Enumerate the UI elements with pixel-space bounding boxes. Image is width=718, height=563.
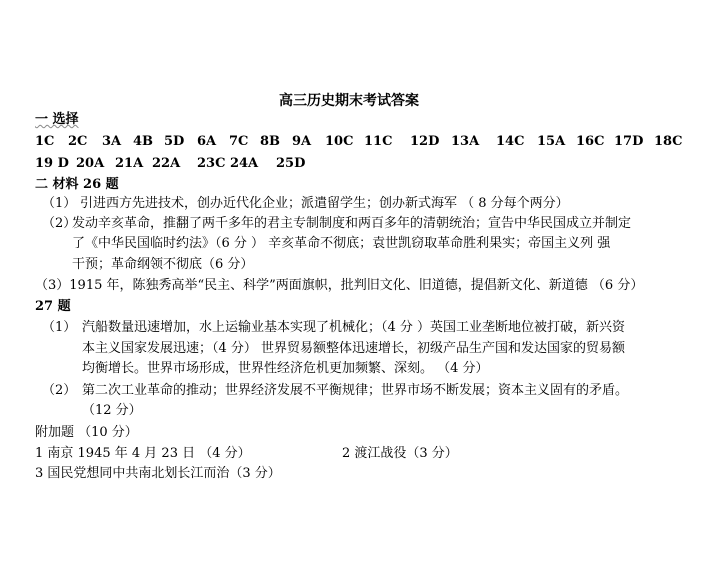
answer-item: 8B	[260, 134, 281, 149]
q26-part2-line1: 发动辛亥革命，推翻了两千多年的君主专制制度和两百多年的清朝统治；宣告中华民国成立并制定	[72, 216, 632, 231]
q27-part2-line2: （12 分）	[82, 403, 142, 418]
answer-item: 16C	[576, 134, 605, 149]
answer-item: 1C	[35, 134, 55, 149]
answer-item: 23C 24A	[197, 156, 259, 171]
answer-item: 10C	[325, 134, 354, 149]
q26-part1-text: 引进西方先进技术，创办近代化企业；派遣留学生；创办新式海军 （ 8 分每个两分）	[80, 196, 569, 211]
answer-row-2	[0, 156, 718, 172]
answer-item: 20A	[76, 156, 105, 171]
answer-item: 4B	[133, 134, 154, 149]
answer-item: 25D	[276, 156, 306, 171]
answer-item: 3A	[102, 134, 122, 149]
answer-item: 7C	[229, 134, 249, 149]
answer-item: 19 D	[35, 156, 69, 171]
answer-item: 21A	[115, 156, 144, 171]
answer-item: 2C	[68, 134, 88, 149]
section-choice-heading	[35, 112, 79, 128]
document-title: 高三历史期末考试答案	[279, 93, 419, 109]
answer-item: 6A	[197, 134, 217, 149]
section-choice-label: 一 选择	[35, 112, 79, 127]
answer-item: 5D	[164, 134, 185, 149]
q27-part1-number: （1）	[42, 320, 77, 335]
q27-part2-number: （2）	[42, 383, 77, 398]
q27-part1-line1: 汽船数量迅速增加，水上运输业基本实现了机械化；（4 分 ）英国工业垄断地位被打破，新兴资	[82, 320, 626, 335]
bonus-answer-2: 2 渡江战役（3 分）	[342, 446, 458, 461]
q26-part2-number: （2）	[42, 216, 77, 231]
q27-part1-line2: 本主义国家发展迅速；（4 分） 世界贸易额整体迅速增长，初级产品生产国和发达国家的贸易额	[82, 341, 626, 356]
answer-item: 17D	[614, 134, 644, 149]
answer-item: 22A	[152, 156, 181, 171]
section-material-heading: 二 材料 26 题	[35, 177, 119, 192]
bonus-answer-1: 1 南京 1945 年 4 月 23 日 （4 分）	[35, 446, 251, 461]
answer-item: 14C	[496, 134, 525, 149]
q27-part2-line1: 第二次工业革命的推动；世界经济发展不平衡规律；世界市场不断发展；资本主义固有的矛盾。	[82, 383, 629, 398]
answer-item: 13A	[451, 134, 480, 149]
bonus-heading: 附加题 （10 分）	[35, 425, 138, 440]
q26-part1-number: （1）	[42, 196, 77, 211]
q26-part2-line3: 干预；革命纲领不彻底（6 分）	[72, 257, 254, 272]
q27-part1-line3: 均衡增长。世界市场形成，世界性经济危机更加频繁、深刻。 （4 分）	[82, 361, 489, 376]
answer-item: 18C	[654, 134, 683, 149]
q27-heading: 27 题	[35, 299, 71, 314]
answer-item: 15A	[537, 134, 566, 149]
answer-item: 11C	[364, 134, 393, 149]
bonus-answer-3: 3 国民党想同中共南北划长江而治（3 分）	[35, 466, 281, 481]
q26-part3-text: （3）1915 年，陈独秀高举“民主、科学”两面旗帜，批判旧文化、旧道德，提倡新文化、新道德 （6 分）	[35, 278, 644, 293]
answer-item: 12D	[410, 134, 440, 149]
answer-item: 9A	[292, 134, 312, 149]
answer-row-1	[0, 134, 718, 150]
q26-part2-line2: 了《中华民国临时约法》（6 分 ） 辛亥革命不彻底；袁世凯窃取革命胜利果实；帝国主义列 强	[72, 236, 611, 251]
